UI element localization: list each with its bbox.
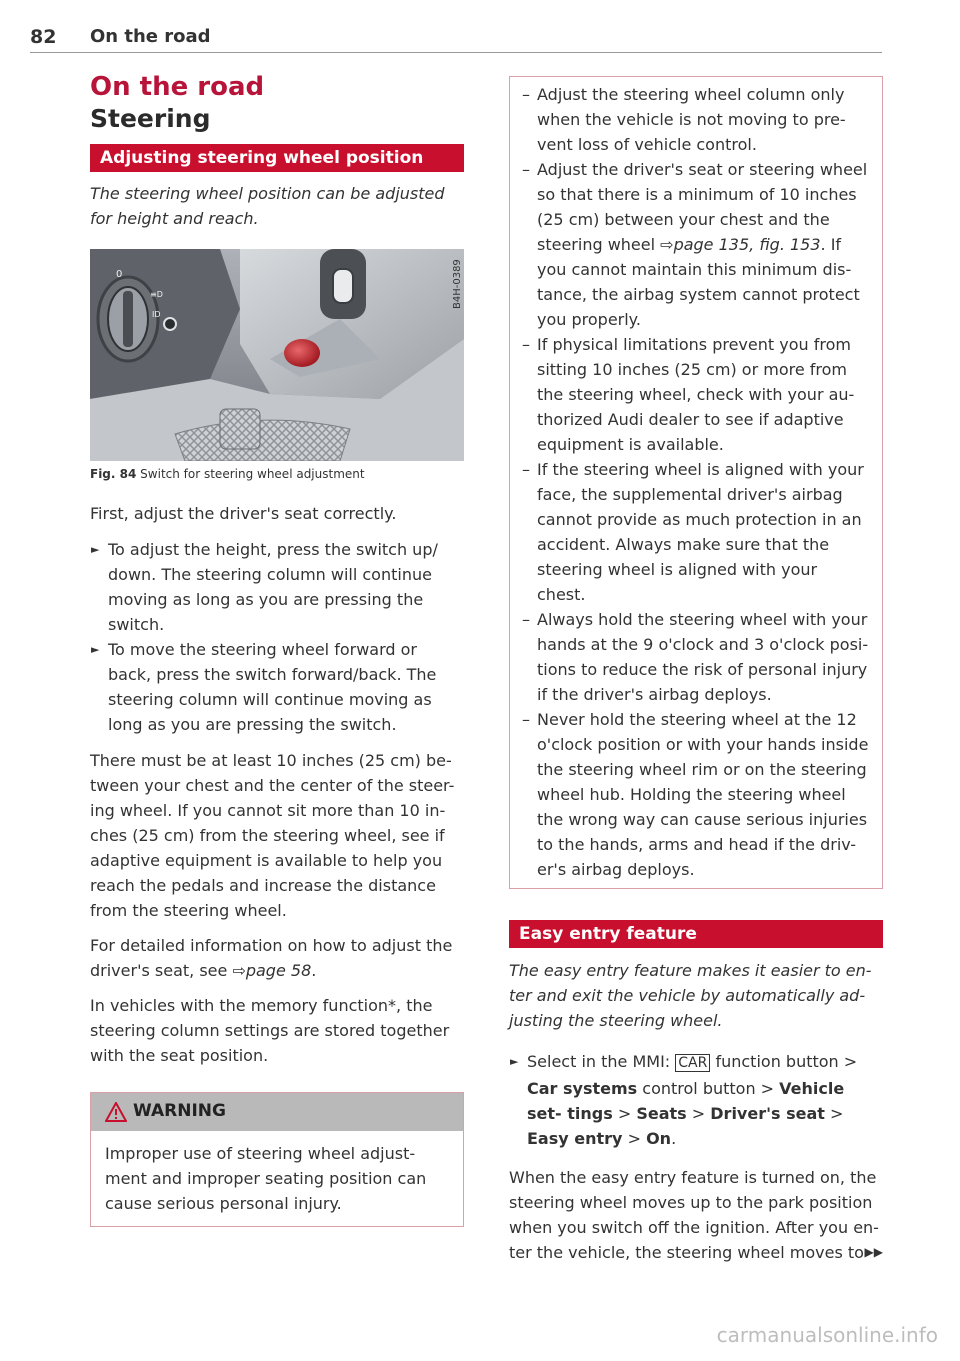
- menu-vehicle-settings[interactable]: Vehicle set- tings: [527, 1079, 845, 1123]
- figure-code: B4H-0389: [452, 259, 463, 309]
- warning-text: Improper use of steering wheel adjust- ment and improper seating position can cause serious personal injury.: [105, 1144, 427, 1213]
- intro-text: The steering wheel position can be adjusted for height and reach.: [90, 184, 445, 228]
- svg-text:≡D: ≡D: [150, 290, 163, 299]
- easy-entry-intro: The easy entry feature makes it easier to en- ter and exit the vehicle by automatically ad- justing the steering wheel.: [509, 961, 872, 1030]
- paragraph-seat-reference: For detailed information on how to adjust the driver's seat, see ⇨page 58.: [90, 936, 453, 980]
- figure-label: Fig. 84: [90, 467, 137, 481]
- menu-seats[interactable]: Seats: [636, 1104, 687, 1123]
- continue-arrow-icon: ▶▶: [864, 1245, 883, 1259]
- warning-title: WARNING: [133, 1101, 226, 1121]
- watermark: carmanualsonline.info: [716, 1323, 938, 1347]
- figure-caption: [90, 466, 464, 482]
- menu-car-systems[interactable]: Car systems: [527, 1079, 638, 1098]
- section-title: Steering: [90, 104, 211, 133]
- page-header: [30, 24, 882, 53]
- menu-easy-entry[interactable]: Easy entry: [527, 1129, 623, 1148]
- list-item: – Adjust the steering wheel column only when the vehicle is not moving to pre- vent loss of vehicle control.: [522, 85, 846, 154]
- list-item: ► To move the steering wheel forward or back, press the switch forward/back. The steering column will continue moving as long as you are pressing the switch.: [91, 640, 437, 734]
- chapter-title: On the road: [90, 72, 265, 102]
- page-reference-link[interactable]: ⇨page 135, fig. 153: [660, 235, 821, 254]
- left-column: [90, 70, 464, 1227]
- paragraph-distance: There must be at least 10 inches (25 cm) be- tween your chest and the center of the steer- ing wheel. If you cannot sit more than 10 in- ches (25 cm) from the steering wheel, see if adaptive equipment is available to help you reach the pedals and increase the distance from the steering wheel.: [90, 751, 455, 920]
- car-function-button[interactable]: CAR: [675, 1054, 710, 1072]
- list-item: – Adjust the driver's seat or steering wheel so that there is a minimum of 10 inches (25 cm) between your chest and the steering wheel ⇨page 135, fig. 153. If you cannot maintain this minimum dis- tance, the airbag system cannot protect you properly.: [522, 160, 868, 329]
- list-item: – If the steering wheel is aligned with your face, the supplemental driver's airbag cannot provide as much protection in an accident. Always make sure that the steering wheel is aligned with your chest.: [522, 460, 864, 604]
- easy-entry-paragraph: When the easy entry feature is turned on, the steering wheel moves up to the park position when you switch off the ignition. After you en- ter the vehicle, the steering wheel moves to ▶▶: [509, 1165, 883, 1265]
- right-column: [509, 76, 883, 1265]
- list-item: – Never hold the steering wheel at the 12 o'clock position or with your hands inside the steering wheel rim or on the steering wheel hub. Holding the steering wheel the wrong way can cause serious injuries to the hands, arms and head if the driv- er's airbag deploys.: [522, 710, 869, 879]
- easy-entry-steps: [509, 1049, 883, 1151]
- section-bar-easy-entry: Easy entry feature: [509, 920, 883, 948]
- menu-drivers-seat[interactable]: Driver's seat: [710, 1104, 825, 1123]
- figure-steering-switch: [90, 249, 464, 461]
- menu-on[interactable]: On: [646, 1129, 672, 1148]
- svg-text:ID: ID: [152, 310, 161, 319]
- header-section-title: On the road: [90, 26, 211, 47]
- paragraph-seat-first: First, adjust the driver's seat correctly.: [90, 504, 397, 523]
- list-item: – Always hold the steering wheel with your hands at the 9 o'clock and 3 o'clock posi- tions to reduce the risk of personal injury if the driver's airbag deploys.: [522, 610, 869, 704]
- figure-caption-text: Switch for steering wheel adjustment: [140, 467, 365, 481]
- section-bar-steering: Adjusting steering wheel position: [90, 144, 464, 172]
- list-item: ► Select in the MMI: CAR function button > Car systems control button > Vehicle set- tings > Seats > Driver's seat > Easy entry > On.: [510, 1052, 858, 1148]
- warning-continued-box: [509, 76, 883, 889]
- warning-box: [90, 1092, 464, 1227]
- steering-switch-photo: [90, 249, 464, 461]
- list-item: – If physical limitations prevent you from sitting 10 inches (25 cm) or more from the steering wheel, check with your au- thorized Audi dealer to see if adaptive equipment is available.: [522, 335, 855, 454]
- warning-icon: [105, 1102, 127, 1122]
- svg-text:0: 0: [116, 269, 123, 280]
- warning-header: [91, 1093, 463, 1131]
- page-number: 82: [30, 26, 57, 48]
- page-reference-link[interactable]: ⇨page 58: [232, 961, 312, 980]
- warning-list: [522, 82, 870, 882]
- steps-list: [90, 537, 464, 737]
- list-item: ► To adjust the height, press the switch up/ down. The steering column will continue moving as long as you are pressing the switch.: [91, 540, 438, 634]
- paragraph-memory: In vehicles with the memory function*, the steering column settings are stored together with the seat position.: [90, 996, 450, 1065]
